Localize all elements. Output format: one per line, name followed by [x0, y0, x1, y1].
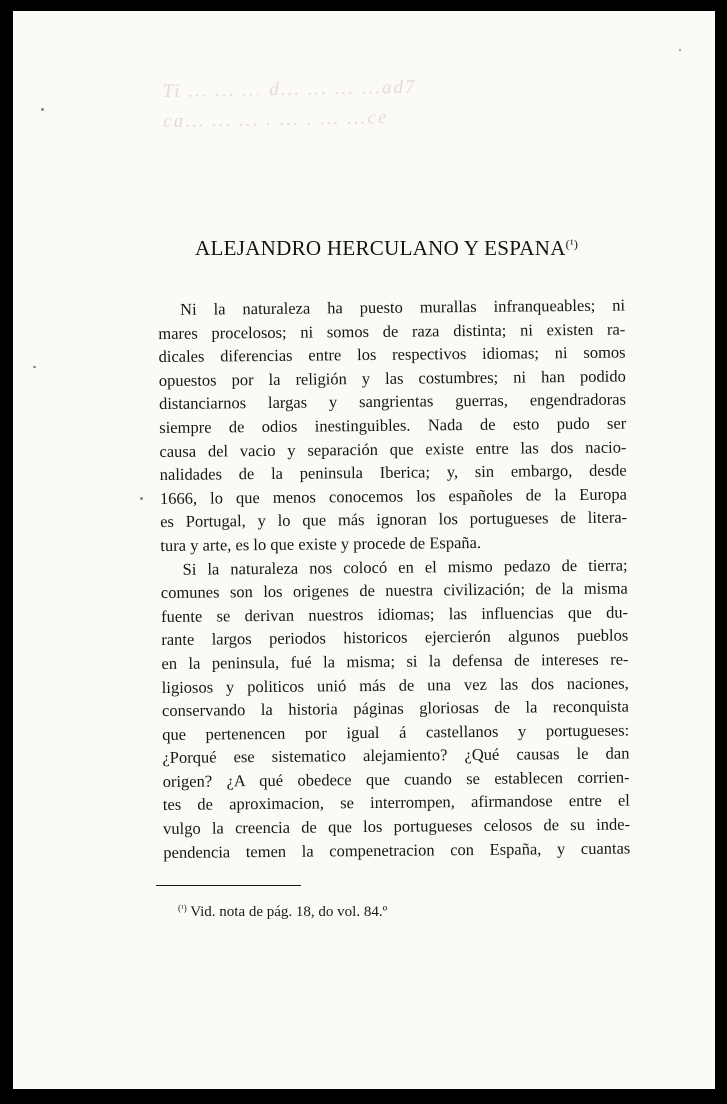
- text-line: nalidades de la peninsula Iberica; y, sin embargo, desde: [159, 460, 627, 485]
- text-line: dicales diferencias entre los respectivos idiomas; ni somos: [158, 342, 626, 367]
- footnote: [178, 903, 387, 921]
- text-line: que pertenencen por igual á castellanos y portugueses:: [162, 720, 630, 744]
- text-line: tura y arte, es lo que existe y procede de España.: [160, 532, 482, 555]
- text-line: 1666, lo que menos conocemos los españoles de la Europa: [159, 484, 627, 508]
- text-line: siempre de odios inestinguibles. Nada de esto pudo ser: [159, 413, 627, 437]
- text-line: ligiosos y politicos unió más de una vez las dos naciones,: [161, 672, 629, 697]
- text-line: causa del vacio y separación que existe entre las dos nacio-: [159, 437, 627, 461]
- paper-speck: [679, 49, 681, 51]
- title-footnote-marker: (¹): [565, 237, 579, 251]
- chapter-title: [195, 236, 635, 261]
- text-line: Ni la naturaleza ha puesto murallas infranqueables; ni: [180, 295, 626, 319]
- text-line: rante largos periodos historicos ejercierón algunos pueblos: [161, 625, 629, 650]
- text-line: en la peninsula, fué la misma; si la defensa de intereses re-: [161, 649, 629, 673]
- footnote-marker: (¹): [178, 903, 187, 913]
- paper-speck: [140, 497, 143, 500]
- body-text: [158, 294, 630, 865]
- text-line: comunes son los origenes de nuestra civilización; de la misma: [160, 578, 628, 603]
- text-line: mares procelosos; ni somos de raza distinta; ni existen ra-: [158, 319, 626, 343]
- text-line: tes de aproximacion, se interrompen, afirmandose entre el: [162, 790, 630, 815]
- footnote-rule: [156, 885, 301, 886]
- text-line: fuente se derivan nuestros idiomas; las influencias que du-: [160, 602, 629, 626]
- text-line: pendencia temen la compenetracion con España, y cuantas: [163, 838, 631, 862]
- bleed-through-line: ca... ... ... . ... . ... ...ce: [163, 107, 389, 133]
- chapter-title-text: ALEJANDRO HERCULANO Y ESPANA: [195, 236, 566, 260]
- paragraph-2: [160, 553, 630, 864]
- paper-speck: [33, 366, 36, 368]
- text-line: conservando la historia páginas gloriosas de la reconquista: [161, 696, 630, 721]
- bleed-through-line: Ti ... ... ... d... ... ... ...ad7: [162, 76, 417, 103]
- text-line: origen? ¿A qué obedece que cuando se establecen corrien-: [162, 767, 630, 791]
- document-page: [13, 11, 715, 1089]
- text-line: ¿Porqué ese sistematico alejamiento? ¿Qué causas le dan: [162, 743, 630, 768]
- paragraph-1: [158, 294, 627, 558]
- text-line: vulgo la creencia de que los portugueses celosos de su inde-: [163, 814, 631, 839]
- paper-speck: [41, 108, 44, 111]
- footnote-text: Vid. nota de pág. 18, do vol. 84.º: [190, 904, 388, 920]
- text-line: es Portugal, y lo que más ignoran los portugueses de litera-: [160, 507, 628, 532]
- text-line: opuestos por la religión y las costumbres; ni han podido: [158, 366, 626, 390]
- text-line: Si la naturaleza nos colocó en el mismo pedazo de tierra;: [182, 555, 628, 579]
- text-line: distanciarnos largas y sangrientas guerras, engendradoras: [158, 389, 627, 414]
- bleed-through-text: [163, 69, 624, 137]
